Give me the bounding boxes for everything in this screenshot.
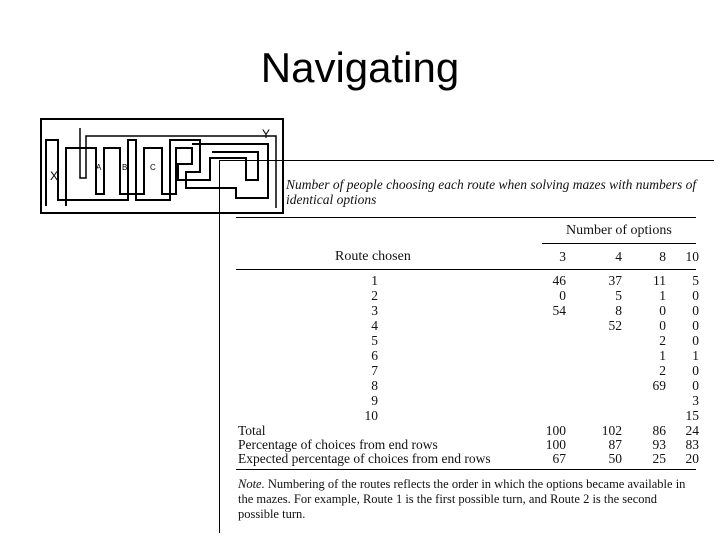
column-header: 8 xyxy=(659,249,666,264)
table-cell: 1 xyxy=(659,348,666,363)
summary-label: Expected percentage of choices from end rows xyxy=(238,451,491,466)
table-cell: 20 xyxy=(685,451,699,466)
table-cell: 0 xyxy=(692,288,699,303)
table-cell: 93 xyxy=(652,437,666,452)
table-cell: 5 xyxy=(692,273,699,288)
route-number: 10 xyxy=(364,408,378,423)
maze-end-label: Y xyxy=(262,127,271,141)
table-cell: 25 xyxy=(652,451,666,466)
slide-title: Navigating xyxy=(260,44,460,91)
table-cell: 0 xyxy=(659,318,666,333)
table-cell: 11 xyxy=(653,273,666,288)
maze-start-label: X xyxy=(50,169,59,183)
group-header-rule xyxy=(542,243,696,244)
table-cell: 67 xyxy=(552,451,566,466)
table-cell: 0 xyxy=(692,378,699,393)
table-cell: 50 xyxy=(608,451,622,466)
maze-option-label-a: A xyxy=(96,163,102,172)
table-rule-top xyxy=(236,217,696,218)
table-cell: 2 xyxy=(659,333,666,348)
note-text: Numbering of the routes reflects the order in which the options became available in the mazes. For example, Route 1 is the first possible turn, and Route 2 is the second possible turn. xyxy=(238,477,686,521)
column-header: 3 xyxy=(559,249,566,264)
maze-option-label-b: B xyxy=(122,163,128,172)
table-cell: 52 xyxy=(608,318,622,333)
table-cell: 0 xyxy=(692,363,699,378)
table-cell: 2 xyxy=(659,363,666,378)
table-cell: 100 xyxy=(545,423,566,438)
table-rule-bottom xyxy=(236,469,696,470)
table-cell: 54 xyxy=(552,303,566,318)
summary-label: Total xyxy=(238,423,266,438)
table-note xyxy=(238,477,698,522)
row-header: Route chosen xyxy=(335,249,411,264)
results-table xyxy=(219,160,714,533)
route-number: 8 xyxy=(371,378,378,393)
table-cell: 15 xyxy=(685,408,699,423)
table-cell: 83 xyxy=(685,437,699,452)
maze-option-label-c: C xyxy=(150,163,156,172)
route-number: 4 xyxy=(371,318,378,333)
route-number: 9 xyxy=(371,393,378,408)
table-cell: 87 xyxy=(608,437,622,452)
table-cell: 102 xyxy=(601,423,622,438)
route-number: 7 xyxy=(371,363,378,378)
table-cell: 0 xyxy=(692,318,699,333)
route-number: 3 xyxy=(371,303,378,318)
column-header: 10 xyxy=(685,249,699,264)
table-cell: 5 xyxy=(615,288,622,303)
table-cell: 86 xyxy=(652,423,666,438)
table-cell: 100 xyxy=(545,437,566,452)
route-number: 1 xyxy=(371,273,378,288)
table-cell: 0 xyxy=(692,333,699,348)
table-caption: Number of people choosing each route when solving mazes with numbers of identical options xyxy=(286,177,697,207)
table-cell: 69 xyxy=(652,378,666,393)
column-header: 4 xyxy=(615,249,622,264)
route-number: 6 xyxy=(371,348,378,363)
table-cell: 0 xyxy=(559,288,566,303)
table-cell: 46 xyxy=(552,273,566,288)
table-cell: 37 xyxy=(608,273,622,288)
note-label: Note. xyxy=(238,477,265,491)
route-number: 5 xyxy=(371,333,378,348)
table-cell: 3 xyxy=(692,393,699,408)
group-header: Number of options xyxy=(566,223,672,238)
table-cell: 0 xyxy=(692,303,699,318)
table-cell: 1 xyxy=(659,288,666,303)
table-cell: 0 xyxy=(659,303,666,318)
route-number: 2 xyxy=(371,288,378,303)
table-cell: 24 xyxy=(685,423,699,438)
summary-label: Percentage of choices from end rows xyxy=(238,437,438,452)
table-rule-header xyxy=(236,269,696,270)
table-cell: 8 xyxy=(615,303,622,318)
table-cell: 1 xyxy=(692,348,699,363)
